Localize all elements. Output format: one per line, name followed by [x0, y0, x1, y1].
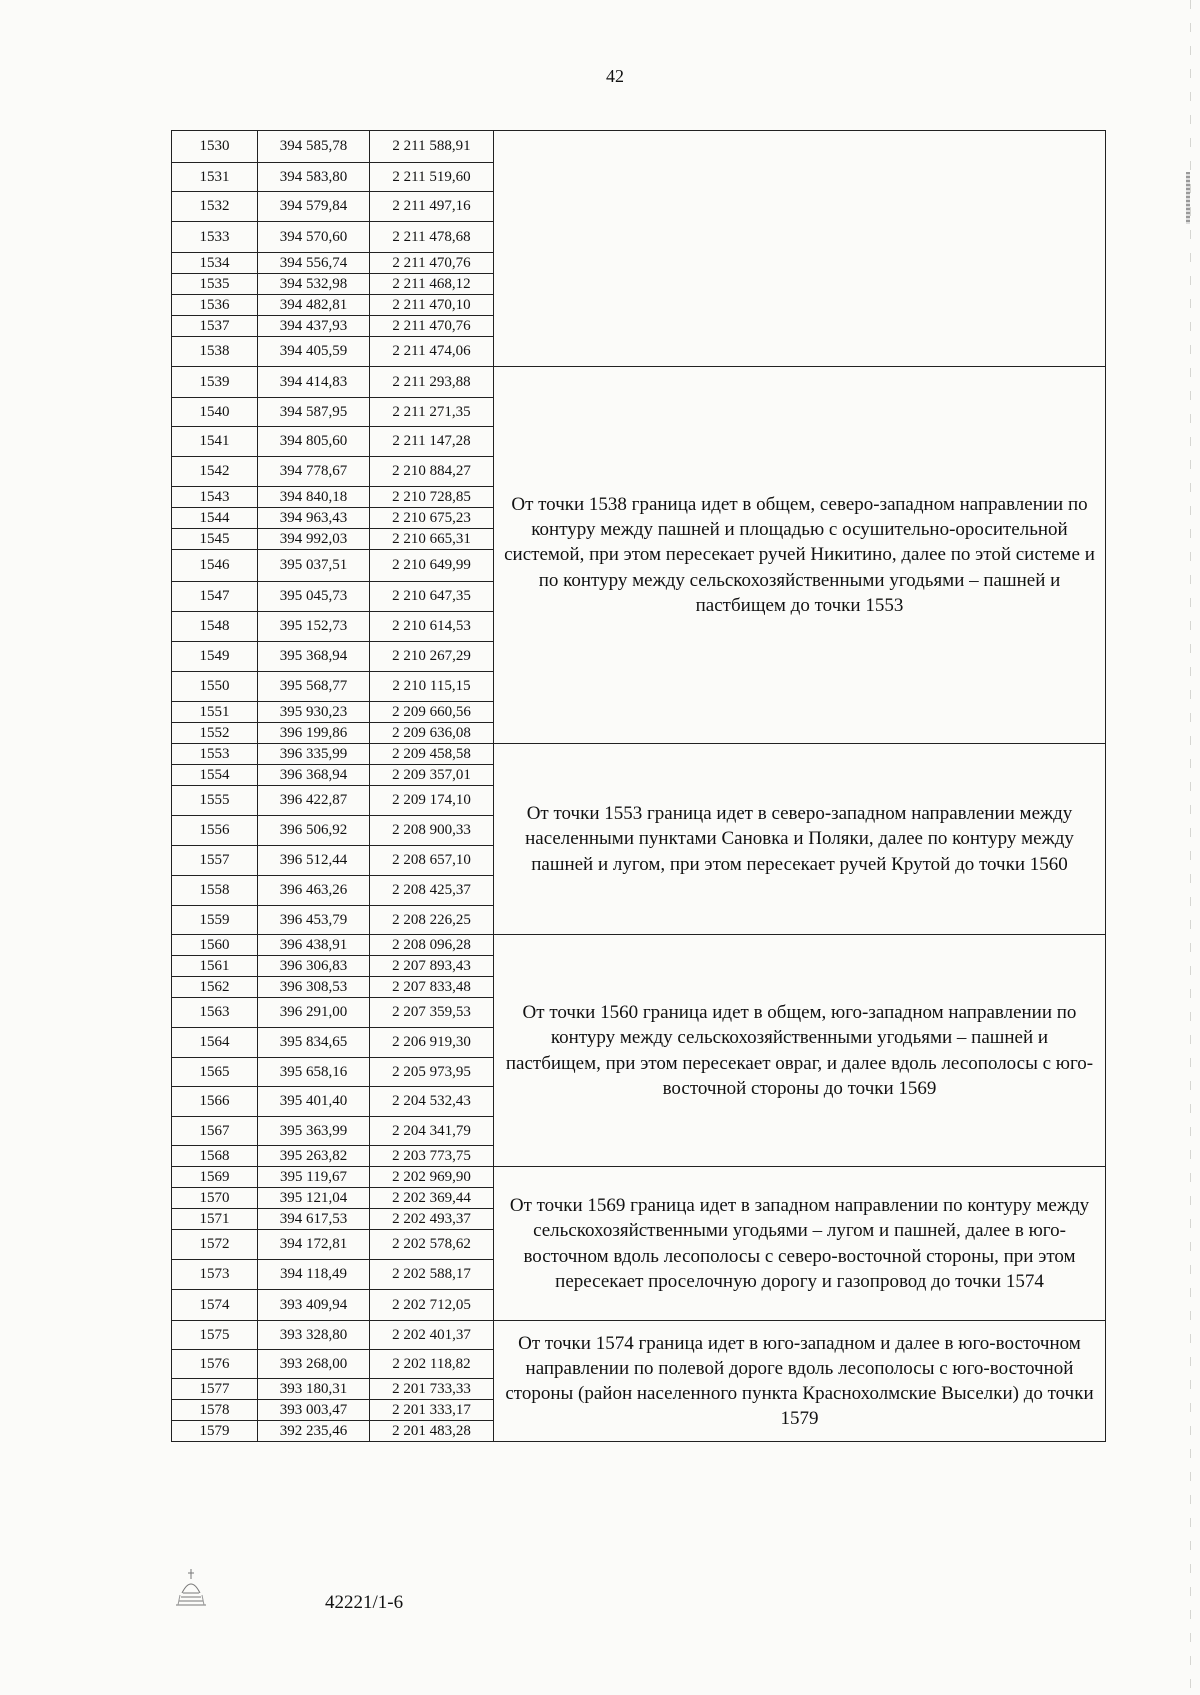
y-coordinate-cell: 2 202 369,44 — [370, 1188, 494, 1209]
point-number-cell: 1533 — [172, 222, 258, 253]
y-coordinate-cell: 2 210 115,15 — [370, 672, 494, 702]
x-coordinate-cell: 394 992,03 — [258, 529, 370, 550]
y-coordinate-cell: 2 210 649,99 — [370, 550, 494, 582]
y-coordinate-cell: 2 207 833,48 — [370, 977, 494, 998]
boundary-description: От точки 1538 граница идет в общем, северо-западном направлении по контуру между пашней и площадью с осушительно-оросительной системой, при этом пересекает ручей Никитино, далее по этой системе и по контуру между сельскохозяйственными угодьями – пашней и пастбищем до точки 1553 — [494, 367, 1106, 744]
point-number-cell: 1576 — [172, 1350, 258, 1379]
point-number-cell: 1551 — [172, 702, 258, 723]
boundary-description: От точки 1560 граница идет в общем, юго-западном направлении по контуру между сельскохозяйственными угодьями – пашней и пастбищем, при этом пересекает овраг, и далее вдоль лесополосы с юго-восточной стороны до точки 1569 — [494, 935, 1106, 1167]
x-coordinate-cell: 394 579,84 — [258, 192, 370, 222]
x-coordinate-cell: 394 532,98 — [258, 274, 370, 295]
point-number-cell: 1568 — [172, 1146, 258, 1167]
y-coordinate-cell: 2 210 884,27 — [370, 457, 494, 487]
point-number-cell: 1537 — [172, 316, 258, 337]
point-number-cell: 1543 — [172, 487, 258, 508]
stamp-icon — [170, 1565, 212, 1609]
boundary-description: От точки 1553 граница идет в северо-западном направлении между населенными пунктами Сановка и Поляки, далее по контуру между пашней и лугом, при этом пересекает ручей Крутой до точки 1560 — [494, 744, 1106, 935]
x-coordinate-cell: 395 263,82 — [258, 1146, 370, 1167]
point-number-cell: 1545 — [172, 529, 258, 550]
boundary-description — [494, 131, 1106, 367]
point-number-cell: 1578 — [172, 1400, 258, 1421]
x-coordinate-cell: 394 617,53 — [258, 1209, 370, 1230]
point-number-cell: 1573 — [172, 1260, 258, 1290]
x-coordinate-cell: 394 118,49 — [258, 1260, 370, 1290]
document-code: 42221/1-6 — [325, 1592, 404, 1613]
point-number-cell: 1546 — [172, 550, 258, 582]
x-coordinate-cell: 394 583,80 — [258, 163, 370, 192]
point-number-cell: 1553 — [172, 744, 258, 765]
point-number-cell: 1565 — [172, 1058, 258, 1087]
x-coordinate-cell: 393 268,00 — [258, 1350, 370, 1379]
x-coordinate-cell: 395 834,65 — [258, 1028, 370, 1058]
y-coordinate-cell: 2 211 588,91 — [370, 131, 494, 163]
y-coordinate-cell: 2 208 425,37 — [370, 876, 494, 906]
point-number-cell: 1541 — [172, 427, 258, 457]
y-coordinate-cell: 2 211 497,16 — [370, 192, 494, 222]
x-coordinate-cell: 396 512,44 — [258, 846, 370, 876]
y-coordinate-cell: 2 202 588,17 — [370, 1260, 494, 1290]
y-coordinate-cell: 2 211 478,68 — [370, 222, 494, 253]
point-number-cell: 1552 — [172, 723, 258, 744]
x-coordinate-cell: 395 045,73 — [258, 582, 370, 612]
y-coordinate-cell: 2 204 532,43 — [370, 1087, 494, 1117]
x-coordinate-cell: 395 930,23 — [258, 702, 370, 723]
boundary-description: От точки 1569 граница идет в западном направлении по контуру между сельскохозяйственными угодьями – лугом и пашней, далее в юго-восточном вдоль лесополосы с северо-восточной стороны, при этом пересекает проселочную дорогу и газопровод до точки 1574 — [494, 1167, 1106, 1321]
y-coordinate-cell: 2 209 174,10 — [370, 786, 494, 816]
y-coordinate-cell: 2 211 468,12 — [370, 274, 494, 295]
y-coordinate-cell: 2 202 118,82 — [370, 1350, 494, 1379]
x-coordinate-cell: 394 172,81 — [258, 1230, 370, 1260]
y-coordinate-cell: 2 203 773,75 — [370, 1146, 494, 1167]
x-coordinate-cell: 396 506,92 — [258, 816, 370, 846]
point-number-cell: 1555 — [172, 786, 258, 816]
x-coordinate-cell: 394 570,60 — [258, 222, 370, 253]
x-coordinate-cell: 392 235,46 — [258, 1421, 370, 1442]
y-coordinate-cell: 2 207 893,43 — [370, 956, 494, 977]
x-coordinate-cell: 396 422,87 — [258, 786, 370, 816]
point-number-cell: 1540 — [172, 398, 258, 427]
x-coordinate-cell: 393 180,31 — [258, 1379, 370, 1400]
point-number-cell: 1547 — [172, 582, 258, 612]
y-coordinate-cell: 2 210 267,29 — [370, 642, 494, 672]
point-number-cell: 1530 — [172, 131, 258, 163]
table-row — [172, 367, 1106, 398]
y-coordinate-cell: 2 204 341,79 — [370, 1117, 494, 1146]
table-row — [172, 1167, 1106, 1188]
point-number-cell: 1566 — [172, 1087, 258, 1117]
table-row — [172, 1321, 1106, 1350]
point-number-cell: 1575 — [172, 1321, 258, 1350]
y-coordinate-cell: 2 210 614,53 — [370, 612, 494, 642]
x-coordinate-cell: 396 463,26 — [258, 876, 370, 906]
y-coordinate-cell: 2 208 900,33 — [370, 816, 494, 846]
y-coordinate-cell: 2 209 636,08 — [370, 723, 494, 744]
y-coordinate-cell: 2 210 647,35 — [370, 582, 494, 612]
point-number-cell: 1574 — [172, 1290, 258, 1321]
point-number-cell: 1563 — [172, 998, 258, 1028]
x-coordinate-cell: 396 453,79 — [258, 906, 370, 935]
x-coordinate-cell: 394 587,95 — [258, 398, 370, 427]
point-number-cell: 1562 — [172, 977, 258, 998]
x-coordinate-cell: 395 119,67 — [258, 1167, 370, 1188]
y-coordinate-cell: 2 210 728,85 — [370, 487, 494, 508]
y-coordinate-cell: 2 211 293,88 — [370, 367, 494, 398]
x-coordinate-cell: 393 328,80 — [258, 1321, 370, 1350]
x-coordinate-cell: 395 363,99 — [258, 1117, 370, 1146]
y-coordinate-cell: 2 205 973,95 — [370, 1058, 494, 1087]
y-coordinate-cell: 2 208 226,25 — [370, 906, 494, 935]
table-row — [172, 744, 1106, 765]
y-coordinate-cell: 2 209 660,56 — [370, 702, 494, 723]
y-coordinate-cell: 2 211 470,76 — [370, 253, 494, 274]
point-number-cell: 1558 — [172, 876, 258, 906]
point-number-cell: 1544 — [172, 508, 258, 529]
point-number-cell: 1560 — [172, 935, 258, 956]
point-number-cell: 1557 — [172, 846, 258, 876]
point-number-cell: 1564 — [172, 1028, 258, 1058]
y-coordinate-cell: 2 211 147,28 — [370, 427, 494, 457]
y-coordinate-cell: 2 209 357,01 — [370, 765, 494, 786]
x-coordinate-cell: 396 291,00 — [258, 998, 370, 1028]
x-coordinate-cell: 394 437,93 — [258, 316, 370, 337]
y-coordinate-cell: 2 202 969,90 — [370, 1167, 494, 1188]
x-coordinate-cell: 394 840,18 — [258, 487, 370, 508]
point-number-cell: 1536 — [172, 295, 258, 316]
y-coordinate-cell: 2 210 665,31 — [370, 529, 494, 550]
y-coordinate-cell: 2 209 458,58 — [370, 744, 494, 765]
point-number-cell: 1571 — [172, 1209, 258, 1230]
x-coordinate-cell: 393 409,94 — [258, 1290, 370, 1321]
y-coordinate-cell: 2 211 470,10 — [370, 295, 494, 316]
x-coordinate-cell: 395 121,04 — [258, 1188, 370, 1209]
point-number-cell: 1577 — [172, 1379, 258, 1400]
y-coordinate-cell: 2 201 483,28 — [370, 1421, 494, 1442]
y-coordinate-cell: 2 211 271,35 — [370, 398, 494, 427]
point-number-cell: 1570 — [172, 1188, 258, 1209]
x-coordinate-cell: 395 368,94 — [258, 642, 370, 672]
y-coordinate-cell: 2 206 919,30 — [370, 1028, 494, 1058]
point-number-cell: 1572 — [172, 1230, 258, 1260]
y-coordinate-cell: 2 202 493,37 — [370, 1209, 494, 1230]
point-number-cell: 1579 — [172, 1421, 258, 1442]
y-coordinate-cell: 2 211 474,06 — [370, 337, 494, 367]
x-coordinate-cell: 395 568,77 — [258, 672, 370, 702]
point-number-cell: 1548 — [172, 612, 258, 642]
point-number-cell: 1534 — [172, 253, 258, 274]
x-coordinate-cell: 394 556,74 — [258, 253, 370, 274]
point-number-cell: 1559 — [172, 906, 258, 935]
boundary-description: От точки 1574 граница идет в юго-западном и далее в юго-восточном направлении по полевой дороге вдоль лесополосы с юго-восточной стороны (район населенного пункта Краснохолмские Выселки) до точки 1579 — [494, 1321, 1106, 1442]
x-coordinate-cell: 394 482,81 — [258, 295, 370, 316]
table-row — [172, 131, 1106, 163]
coordinates-table — [171, 130, 1106, 1442]
x-coordinate-cell: 395 037,51 — [258, 550, 370, 582]
x-coordinate-cell: 396 308,53 — [258, 977, 370, 998]
point-number-cell: 1549 — [172, 642, 258, 672]
x-coordinate-cell: 394 414,83 — [258, 367, 370, 398]
x-coordinate-cell: 394 778,67 — [258, 457, 370, 487]
point-number-cell: 1539 — [172, 367, 258, 398]
y-coordinate-cell: 2 201 333,17 — [370, 1400, 494, 1421]
y-coordinate-cell: 2 211 519,60 — [370, 163, 494, 192]
y-coordinate-cell: 2 207 359,53 — [370, 998, 494, 1028]
x-coordinate-cell: 396 368,94 — [258, 765, 370, 786]
x-coordinate-cell: 396 199,86 — [258, 723, 370, 744]
point-number-cell: 1567 — [172, 1117, 258, 1146]
x-coordinate-cell: 396 438,91 — [258, 935, 370, 956]
y-coordinate-cell: 2 210 675,23 — [370, 508, 494, 529]
y-coordinate-cell: 2 208 096,28 — [370, 935, 494, 956]
point-number-cell: 1542 — [172, 457, 258, 487]
y-coordinate-cell: 2 202 712,05 — [370, 1290, 494, 1321]
x-coordinate-cell: 394 585,78 — [258, 131, 370, 163]
y-coordinate-cell: 2 202 578,62 — [370, 1230, 494, 1260]
table-row — [172, 935, 1106, 956]
scan-edge-artifact — [1190, 0, 1191, 1695]
y-coordinate-cell: 2 201 733,33 — [370, 1379, 494, 1400]
y-coordinate-cell: 2 202 401,37 — [370, 1321, 494, 1350]
x-coordinate-cell: 393 003,47 — [258, 1400, 370, 1421]
point-number-cell: 1531 — [172, 163, 258, 192]
x-coordinate-cell: 396 335,99 — [258, 744, 370, 765]
point-number-cell: 1561 — [172, 956, 258, 977]
point-number-cell: 1569 — [172, 1167, 258, 1188]
point-number-cell: 1538 — [172, 337, 258, 367]
page-number: 42 — [606, 66, 624, 86]
x-coordinate-cell: 395 152,73 — [258, 612, 370, 642]
y-coordinate-cell: 2 211 470,76 — [370, 316, 494, 337]
x-coordinate-cell: 395 401,40 — [258, 1087, 370, 1117]
point-number-cell: 1554 — [172, 765, 258, 786]
x-coordinate-cell: 394 805,60 — [258, 427, 370, 457]
x-coordinate-cell: 394 405,59 — [258, 337, 370, 367]
x-coordinate-cell: 395 658,16 — [258, 1058, 370, 1087]
x-coordinate-cell: 394 963,43 — [258, 508, 370, 529]
point-number-cell: 1556 — [172, 816, 258, 846]
point-number-cell: 1535 — [172, 274, 258, 295]
x-coordinate-cell: 396 306,83 — [258, 956, 370, 977]
point-number-cell: 1532 — [172, 192, 258, 222]
point-number-cell: 1550 — [172, 672, 258, 702]
y-coordinate-cell: 2 208 657,10 — [370, 846, 494, 876]
